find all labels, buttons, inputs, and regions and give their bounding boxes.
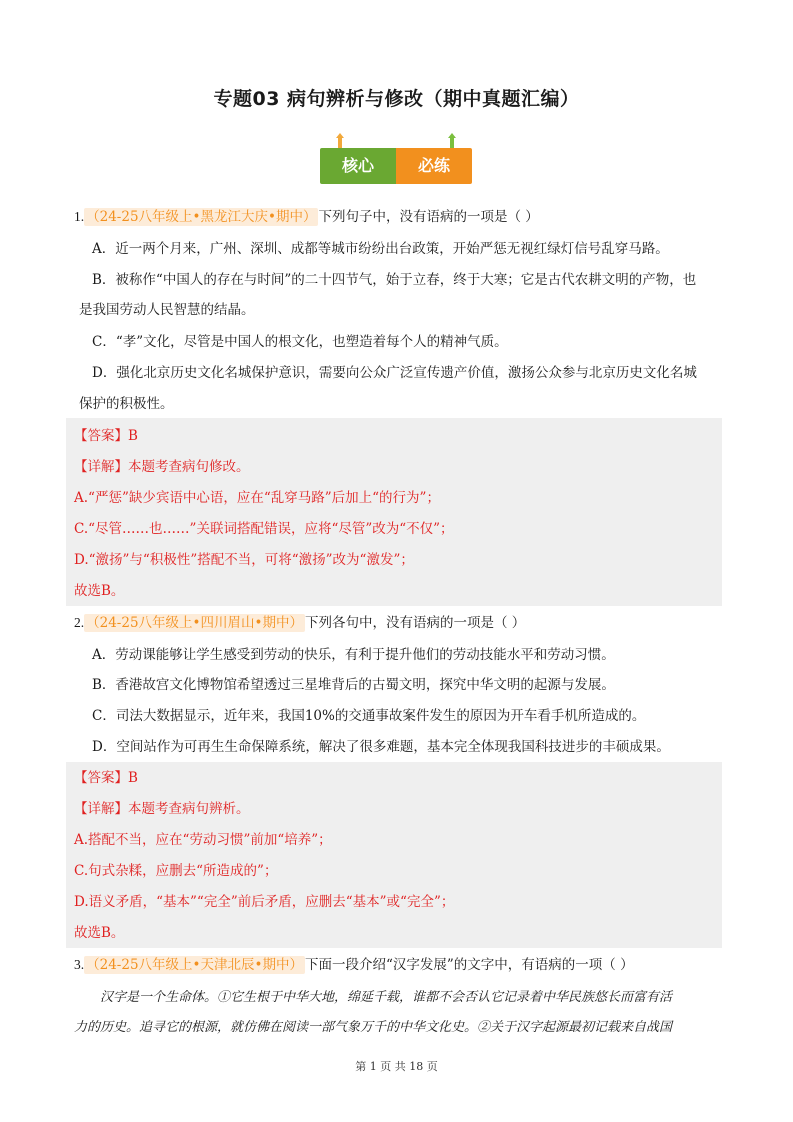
q1-explain-c: C.“尽管……也……”关联词搭配错误，应将“尽管”改为“不仅”； bbox=[74, 521, 454, 537]
q3-passage-line-1: 汉字是一个生命体。①它生根于中华大地，绵延千载，谁都不会否认它记录着中华民族悠长而富有活 bbox=[100, 990, 673, 1005]
q1-detail: 【详解】本题考查病句修改。 bbox=[74, 459, 250, 475]
q1-option-c: C．“孝”文化，尽管是中国人的根文化，也塑造着每个人的精神气质。 bbox=[92, 334, 508, 350]
question-3-stem: 3. （24-25八年级上•天津北辰•期中） 下面一段介绍“汉字发展”的文字中，有语病的一项（ ） bbox=[74, 957, 634, 973]
q1-option-b: B．被称作“中国人的存在与时间”的二十四节气，始于立春，终于大寒；它是古代农耕文明的产物，也 bbox=[92, 272, 697, 288]
q1-option-d-cont: 保护的积极性。 bbox=[79, 396, 174, 412]
q1-option-a: A．近一两个月来，广州、深圳、成都等城市纷纷出台政策，开始严惩无视红绿灯信号乱穿马路。 bbox=[92, 241, 669, 257]
q2-option-b: B．香港故宫文化博物馆希望透过三星堆背后的古蜀文明，探究中华文明的起源与发展。 bbox=[92, 677, 615, 693]
q1-option-d: D．强化北京历史文化名城保护意识，需要向公众广泛宣传遗产价值，激扬公众参与北京历史文化名城 bbox=[92, 365, 697, 381]
badge-right-label: 必练 bbox=[396, 148, 472, 184]
source-tag: （24-25八年级上•四川眉山•期中） bbox=[86, 615, 303, 631]
question-2-stem: 2. （24-25八年级上•四川眉山•期中） 下列各句中，没有语病的一项是（ ） bbox=[74, 615, 526, 631]
q3-passage-line-2: 力的历史。追寻它的根源，就仿佛在阅读一部气象万千的中华文化史。②关于汉字起源最初记载来自战国 bbox=[74, 1020, 673, 1035]
q2-answer-box bbox=[66, 762, 722, 948]
q1-conclusion: 故选B。 bbox=[74, 583, 125, 599]
q1-explain-d: D.“激扬”与“积极性”搭配不当，可将“激扬”改为“激发”； bbox=[74, 552, 414, 568]
badge-left-label: 核心 bbox=[320, 148, 396, 184]
clip-icon bbox=[446, 132, 458, 148]
page-footer: 第 1 页 共 18 页 bbox=[355, 1060, 438, 1073]
q1-explain-a: A.“严惩”缺少宾语中心语，应在“乱穿马路”后加上“的行为”； bbox=[74, 490, 440, 506]
q2-explain-c: C.句式杂糅，应删去“所造成的”； bbox=[74, 863, 278, 879]
question-1-stem: 1. （24-25八年级上•黑龙江大庆•期中） 下列句子中，没有语病的一项是（ ） bbox=[74, 209, 539, 225]
q1-answer-box bbox=[66, 418, 722, 606]
q2-option-c: C．司法大数据显示，近年来，我国10%的交通事故案件发生的原因为开车看手机所造成的。 bbox=[92, 708, 646, 724]
clip-icon bbox=[334, 132, 346, 148]
q2-explain-d: D.语义矛盾，“基本”“完全”前后矛盾，应删去“基本”或“完全”； bbox=[74, 894, 455, 910]
q2-detail: 【详解】本题考查病句辨析。 bbox=[74, 801, 250, 817]
source-tag: （24-25八年级上•黑龙江大庆•期中） bbox=[86, 209, 317, 225]
q1-answer: 【答案】B bbox=[74, 428, 138, 444]
q1-option-b-cont: 是我国劳动人民智慧的结晶。 bbox=[79, 302, 255, 318]
core-practice-badge bbox=[320, 146, 472, 184]
q2-explain-a: A.搭配不当，应在“劳动习惯”前加“培养”； bbox=[74, 832, 332, 848]
q2-option-a: A．劳动课能够让学生感受到劳动的快乐，有利于提升他们的劳动技能水平和劳动习惯。 bbox=[92, 647, 615, 663]
q2-answer: 【答案】B bbox=[74, 770, 138, 786]
q2-option-d: D．空间站作为可再生生命保障系统，解决了很多难题，基本完全体现我国科技进步的丰硕成果。 bbox=[92, 739, 670, 755]
page-title: 专题03 病句辨析与修改（期中真题汇编） bbox=[213, 88, 580, 110]
q2-conclusion: 故选B。 bbox=[74, 925, 125, 941]
source-tag: （24-25八年级上•天津北辰•期中） bbox=[86, 957, 303, 973]
